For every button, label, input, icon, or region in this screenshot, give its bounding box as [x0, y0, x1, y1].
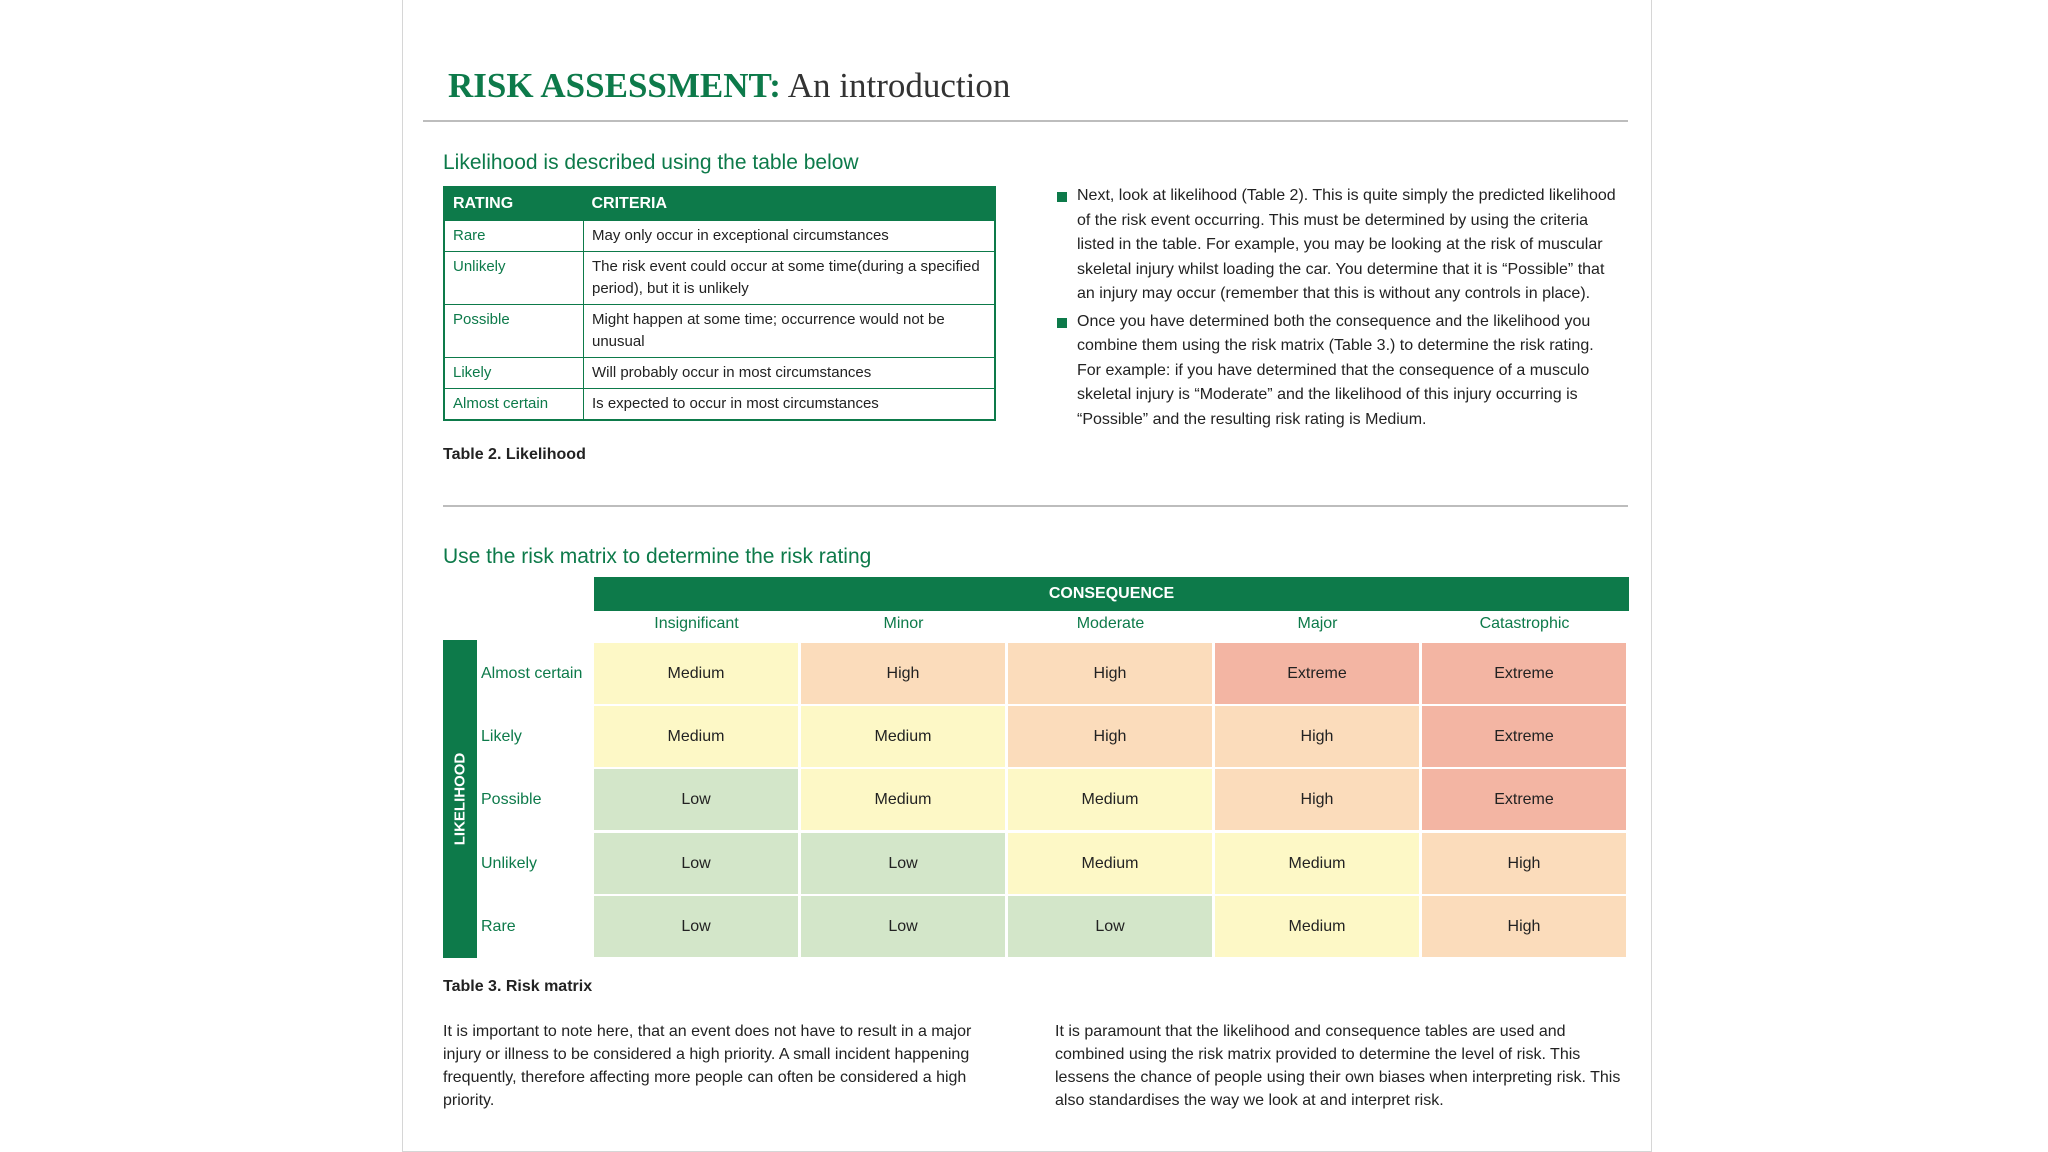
matrix-cell: High	[1422, 896, 1626, 957]
matrix-cell: High	[1215, 706, 1419, 767]
matrix-cell: High	[1008, 706, 1212, 767]
table-row	[444, 252, 995, 305]
matrix-cell: Low	[594, 769, 798, 830]
criteria-cell: The risk event could occur at some time(during a specified period), but it is unlikely	[584, 252, 996, 305]
column-header: Catastrophic	[1479, 615, 1570, 632]
matrix-cell: High	[1215, 769, 1419, 830]
criteria-cell: Is expected to occur in most circumstances	[584, 389, 996, 421]
matrix-cell: Medium	[594, 643, 798, 704]
row-header: Rare	[481, 918, 516, 935]
column-header: Moderate	[1076, 615, 1145, 632]
row-header: Almost certain	[481, 665, 583, 682]
paragraph-right: It is paramount that the likelihood and consequence tables are used and combined using the risk matrix provided to determine the level of risk. This lessens the chance of people using their own biases when interpreting risk. This also standardises the way we look at and interpret risk.	[1055, 1023, 1621, 1109]
table-row	[444, 305, 995, 358]
matrix-cell: Extreme	[1215, 643, 1419, 704]
instruction-bullets	[1055, 184, 1620, 435]
matrix-cell: Low	[594, 833, 798, 894]
rating-cell: Almost certain	[444, 389, 584, 421]
matrix-cell: Medium	[801, 769, 1005, 830]
matrix-cell: Medium	[1215, 896, 1419, 957]
criteria-column-header: CRITERIA	[584, 187, 996, 221]
paragraph-left: It is important to note here, that an event does not have to result in a major injury or illness to be considered a high priority. A small incident happening frequently, therefore affecting more people can often be considered a high priority.	[443, 1023, 972, 1109]
matrix-cell: Medium	[1215, 833, 1419, 894]
column-header: Minor	[883, 615, 924, 632]
table-row	[444, 358, 995, 389]
matrix-cell: Medium	[1008, 833, 1212, 894]
column-header: Insignificant	[654, 615, 739, 632]
row-header: Likely	[481, 728, 522, 745]
table-row	[444, 389, 995, 421]
matrix-cell: Extreme	[1422, 643, 1626, 704]
matrix-cell: Extreme	[1422, 706, 1626, 767]
matrix-cell: High	[801, 643, 1005, 704]
rating-cell: Unlikely	[444, 252, 584, 305]
square-bullet-icon	[1057, 318, 1067, 328]
matrix-cell: High	[1008, 643, 1212, 704]
title-bold: RISK ASSESSMENT:	[448, 66, 781, 105]
matrix-cell: Low	[801, 896, 1005, 957]
rating-cell: Possible	[444, 305, 584, 358]
bullet-item	[1055, 310, 1620, 433]
matrix-cell: Low	[1008, 896, 1212, 957]
column-header: Major	[1297, 615, 1338, 632]
table3-caption: Table 3. Risk matrix	[443, 978, 593, 995]
rating-cell: Rare	[444, 221, 584, 252]
matrix-cell: Medium	[1008, 769, 1212, 830]
rating-cell: Likely	[444, 358, 584, 389]
consequence-bar: CONSEQUENCE	[594, 577, 1629, 611]
title-divider	[423, 120, 1628, 122]
matrix-cell: Low	[801, 833, 1005, 894]
matrix-cell: Medium	[594, 706, 798, 767]
row-header: Possible	[481, 791, 542, 808]
matrix-cell: Low	[594, 896, 798, 957]
table-row	[444, 221, 995, 252]
criteria-cell: Will probably occur in most circumstances	[584, 358, 996, 389]
criteria-cell: Might happen at some time; occurrence would not be unusual	[584, 305, 996, 358]
square-bullet-icon	[1057, 192, 1067, 202]
bullet-text: Next, look at likelihood (Table 2). This is quite simply the predicted likelihood of the risk event occurring. This must be determined by using the criteria listed in the table. For example, you may be looking at the risk of muscular skeletal injury whilst loading the car. You determine that it is “Possible” that an injury may occur (remember that this is without any controls in place).	[1077, 187, 1616, 302]
title-rest: An introduction	[780, 66, 1011, 105]
matrix-cell: Extreme	[1422, 769, 1626, 830]
document-page	[402, 0, 1652, 1152]
bullet-text: Once you have determined both the consequence and the likelihood you combine them using the risk matrix (Table 3.) to determine the risk rating. For example: if you have determined that the consequence of a musculo skeletal injury is “Moderate” and the likelihood of this injury occurring is “Possible” and the resulting risk rating is Medium.	[1077, 312, 1594, 428]
matrix-cell: Medium	[801, 706, 1005, 767]
section-divider	[443, 505, 1628, 507]
likelihood-bar	[443, 640, 477, 958]
likelihood-table	[443, 186, 996, 421]
rating-column-header: RATING	[444, 187, 584, 221]
matrix-cell: High	[1422, 833, 1626, 894]
likelihood-bar-label: LIKELIHOOD	[451, 752, 469, 846]
likelihood-heading: Likelihood is described using the table below	[443, 151, 859, 174]
bullet-item	[1055, 184, 1620, 307]
matrix-heading: Use the risk matrix to determine the risk rating	[443, 545, 872, 568]
page-title	[448, 66, 1010, 106]
likelihood-table-header	[444, 187, 995, 221]
criteria-cell: May only occur in exceptional circumstances	[584, 221, 996, 252]
row-header: Unlikely	[481, 855, 538, 872]
table2-caption: Table 2. Likelihood	[443, 446, 586, 463]
